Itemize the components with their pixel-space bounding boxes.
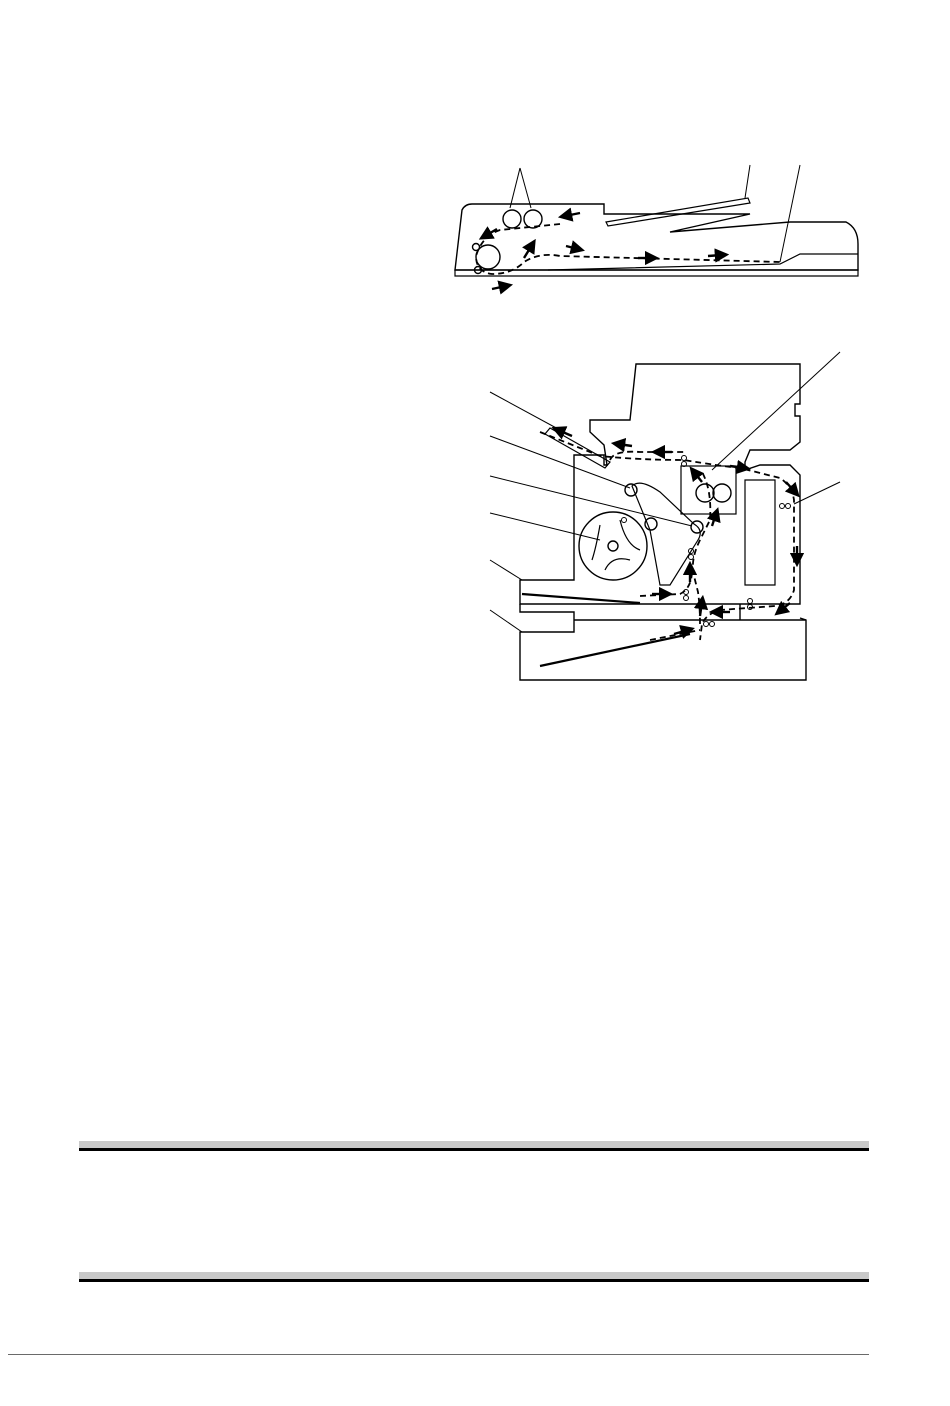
- leader-tray: [490, 610, 522, 632]
- fuser-roller-2: [713, 484, 731, 502]
- adf-leader-tray: [745, 165, 750, 198]
- arrow-icon: [730, 466, 744, 468]
- roller-icon: [684, 596, 689, 601]
- roller-icon: [704, 622, 709, 627]
- tray-paper: [540, 634, 690, 666]
- fuser-roller-1: [696, 484, 714, 502]
- roller-icon: [780, 504, 785, 509]
- adf-figure: [455, 165, 858, 289]
- arrow-icon: [492, 286, 506, 289]
- transfer-roller: [645, 518, 657, 530]
- adf-leader-rollers-a: [510, 168, 520, 208]
- leader-fuser: [712, 352, 840, 470]
- adf-document-tray: [606, 198, 750, 226]
- footer-rule: [8, 1354, 869, 1355]
- leader-drum: [490, 513, 600, 540]
- duplex-unit: [745, 480, 775, 585]
- adf-arrows: [485, 213, 722, 289]
- adf-base: [455, 270, 858, 276]
- leader-transfer: [490, 476, 692, 526]
- arrow-icon: [694, 472, 702, 482]
- roller-icon: [786, 504, 791, 509]
- printer-paper-path: [540, 432, 794, 640]
- imaging-drum-blades: [592, 520, 640, 570]
- arrow-icon: [558, 430, 572, 436]
- output-tray: [545, 428, 610, 468]
- fuser-unit: [681, 466, 736, 514]
- roller-icon: [622, 518, 627, 523]
- printer-figure: [490, 352, 840, 680]
- arrow-icon: [618, 444, 632, 446]
- imaging-drum-center: [608, 541, 618, 551]
- roller-icon: [710, 622, 715, 627]
- roller-icon: [748, 599, 753, 604]
- arrow-icon: [524, 245, 532, 258]
- arrow-icon: [712, 514, 716, 526]
- adf-leader-rollers-b: [520, 168, 531, 208]
- section-rule-top: [79, 1141, 869, 1151]
- printer-body-outline: [520, 364, 800, 604]
- manual-feed-path: [640, 570, 692, 596]
- arrow-icon: [566, 246, 578, 249]
- leader-output-tray: [490, 392, 560, 430]
- printer-leaders: [490, 352, 840, 632]
- imaging-drum: [579, 512, 647, 580]
- adf-pickup-roller-1: [503, 210, 521, 228]
- arrow-icon: [565, 213, 580, 216]
- manual-feed-paper: [522, 594, 640, 603]
- adf-paper-path: [476, 224, 780, 274]
- section-rule-bottom: [79, 1272, 869, 1282]
- adf-leader-exit: [780, 165, 800, 262]
- belt-roller: [625, 484, 637, 496]
- paper-tray: [520, 604, 806, 680]
- arrow-icon: [708, 255, 722, 256]
- leader-duplex: [794, 482, 840, 504]
- tray-feed-path: [650, 630, 700, 640]
- leader-manual-feed: [490, 560, 522, 580]
